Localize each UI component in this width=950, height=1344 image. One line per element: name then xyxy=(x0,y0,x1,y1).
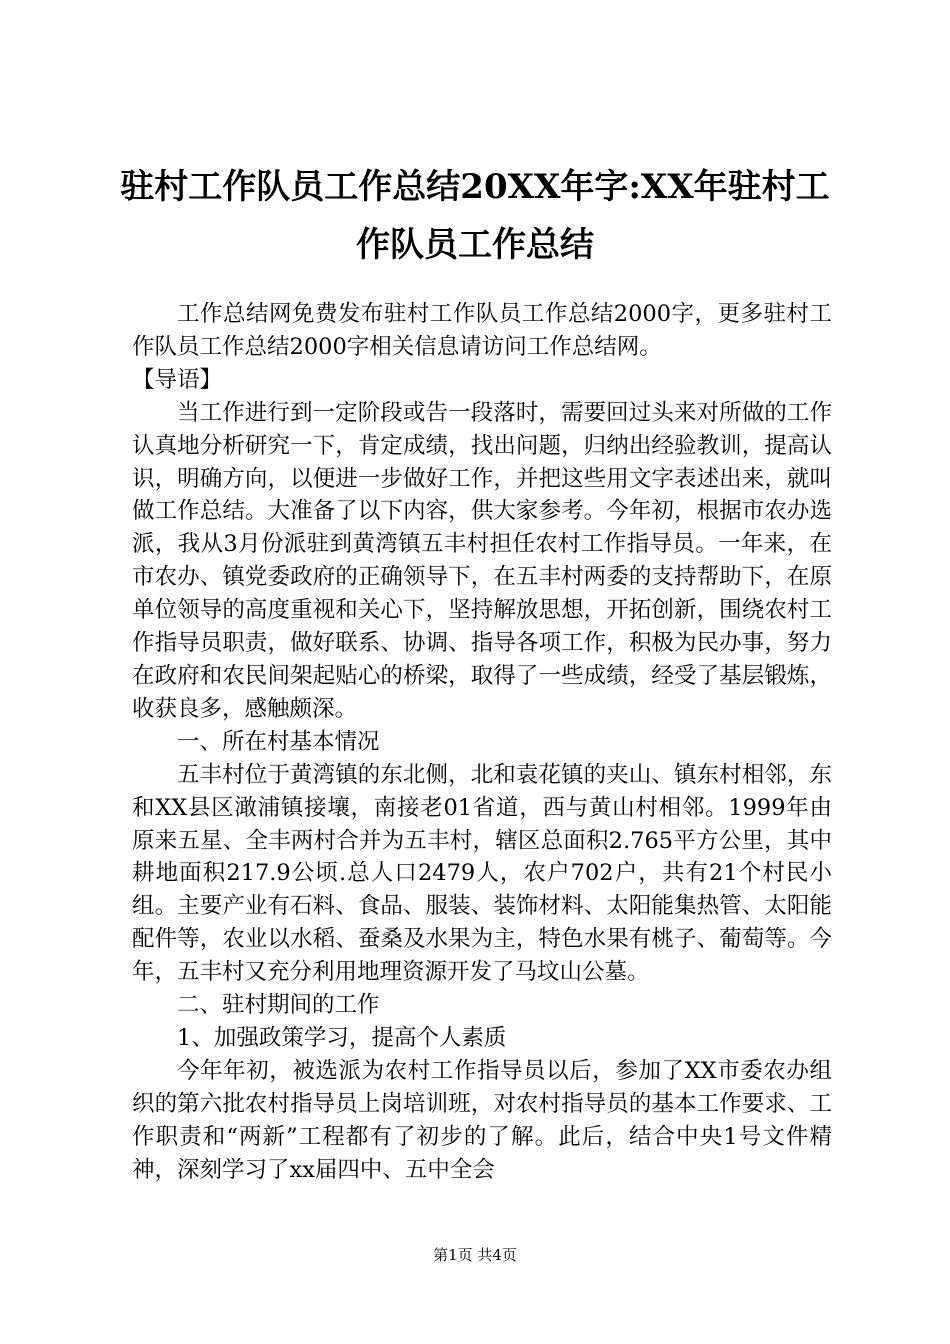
preface-heading: 【导语】 xyxy=(132,366,223,393)
intro-paragraph: 工作总结网免费发布驻村工作队员工作总结2000字，更多驻村工作队员工作总结2000字相关信息请访问工作总结网。 xyxy=(132,301,832,360)
preface-paragraph: 当工作进行到一定阶段或告一段落时，需要回过头来对所做的工作认真地分析研究一下，肯定成绩，找出问题，归纳出经验教训，提高认识，明确方向，以便进一步做好工作，并把这些用文字表述出来，就叫做工作总结。大准备了以下内容，供大家参考。今年初，根据市农办选派，我从3月份派驻到黄湾镇五丰村担任农村工作指导员。一年来，在市农办、镇党委政府的正确领导下，在五丰村两委的支持帮助下，在原单位领导的高度重视和关心下，坚持解放思想，开拓创新，围绕农村工作指导员职责，做好联系、协调、指导各项工作，积极为民办事，努力在政府和农民间架起贴心的桥梁，取得了一些成绩，经受了基层锻炼，收获良多，感触颇深。 xyxy=(132,399,832,722)
section-heading-work: 二、驻村期间的工作 xyxy=(177,992,380,1019)
page-footer: 第1页 共4页 xyxy=(433,1246,517,1264)
document-body xyxy=(132,298,832,1186)
subsection-heading-study: 1、加强政策学习，提高个人素质 xyxy=(177,1024,507,1051)
section-heading-village-info: 一、所在村基本情况 xyxy=(177,728,380,755)
village-info-paragraph: 五丰村位于黄湾镇的东北侧，北和袁花镇的夹山、镇东村相邻，东和XX县区澉浦镇接壤，南接老01省道，西与黄山村相邻。1999年由原来五星、全丰两村合并为五丰村，辖区总面积2.765平方公里，其中耕地面积217.9公顷.总人口2479人，农户702户，共有21个村民小组。主要产业有石料、食品、服装、装饰材料、太阳能集热管、太阳能配件等，农业以水稻、蚕桑及水果为主，特色水果有桃子、葡萄等。今年，五丰村又充分利用地理资源开发了马坟山公墓。 xyxy=(132,761,832,986)
study-paragraph: 今年年初，被选派为农村工作指导员以后，参加了XX市委农办组织的第六批农村指导员上岗培训班，对农村指导员的基本工作要求、工作职责和“两新”工程都有了初步的了解。此后，结合中央1号文件精神，深刻学习了xx届四中、五中全会 xyxy=(132,1057,832,1183)
document-title: 驻村工作队员工作总结20XX年字:XX年驻村工作队员工作总结 xyxy=(120,167,830,265)
